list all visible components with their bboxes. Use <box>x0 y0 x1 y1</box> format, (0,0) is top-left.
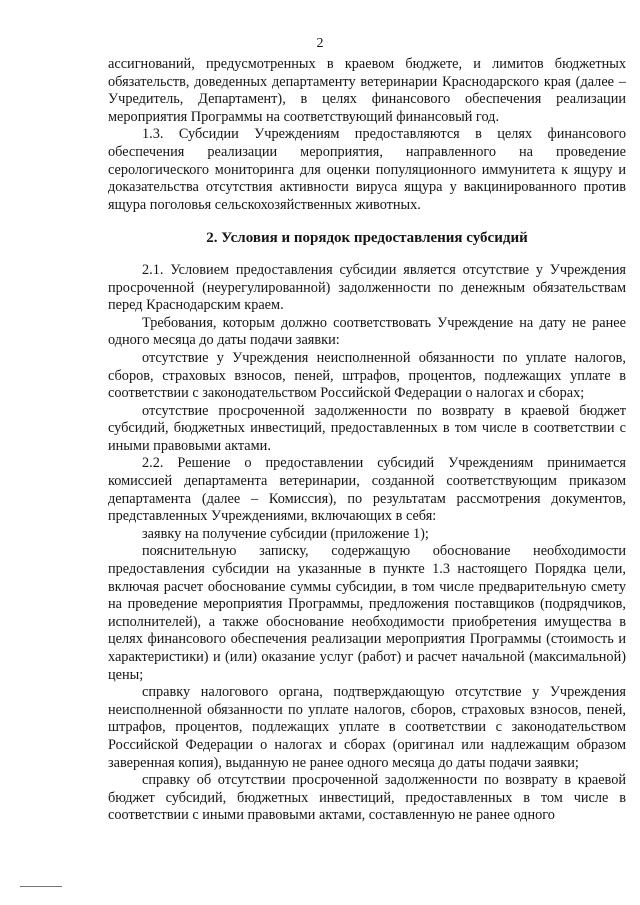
paragraph-debt-certificate: справку об отсутствии просроченной задолженности по возврату в краевой бюджет субсидий, бюджетных инвестиций, предоставленных в том числе в соответствии с иными правовыми актами, составленную не ранее одного <box>108 772 626 824</box>
paragraph-2-1: 2.1. Условием предоставления субсидии является отсутствие у Учреждения просроченной (неурегулированной) задолженности по денежным обязательствам перед Краснодарским краем. <box>108 261 626 314</box>
document-body <box>108 56 626 825</box>
paragraph-tax-certificate: справку налогового органа, подтверждающую отсутствие у Учреждения неисполненной обязанности по уплате налогов, сборов, страховых взносов, пеней, штрафов, процентов, подлежащих уплате в соответствии с законодательством Российской Федерации о налогах и сборах (оригинал или надлежащим образом заверенная копия), выданную не ранее одного месяца до даты подачи заявки; <box>108 684 626 771</box>
paragraph-explanatory-note: пояснительную записку, содержащую обоснование необходимости предоставления субсидии на указанные в пункте 1.3 настоящего Порядка цели, включая расчет обоснование суммы субсидии, в том числе предварительную смету на проведение мероприятия Программы, предложения поставщиков (подрядчиков, исполнителей), а также обоснование необходимости приобретения имущества в целях финансового обеспечения реализации мероприятия Программы (стоимость и характеристики) и (или) оказание услуг (работ) и расчет начальной (максимальной) цены; <box>108 543 626 683</box>
paragraph-continuation: ассигнований, предусмотренных в краевом бюджете, и лимитов бюджетных обязательств, доведенных департаменту ветеринарии Краснодарского края (далее – Учредитель, Департамент), в целях финансового обеспечения реализации мероприятия Программы на соответствующий финансовый год. <box>108 56 626 125</box>
page-number: 2 <box>316 36 324 51</box>
footer-rule <box>20 886 62 887</box>
paragraph-no-tax-debt: отсутствие у Учреждения неисполненной обязанности по уплате налогов, сборов, страховых взносов, пеней, штрафов, процентов, подлежащих уплате в соответствии с законодательством Российской Федерации о налогах и сборах; <box>108 349 626 402</box>
paragraph-2-2: 2.2. Решение о предоставлении субсидий Учреждениям принимается комиссией департамента ветеринарии, созданной соответствующим приказом департамента (далее – Комиссия), по результатам рассмотрения документов, представленных Учреждениями, включающих в себя: <box>108 455 626 525</box>
paragraph-requirements: Требования, которым должно соответствовать Учреждение на дату не ранее одного месяца до даты подачи заявки: <box>108 314 626 349</box>
paragraph-application: заявку на получение субсидии (приложение 1); <box>142 525 429 542</box>
section-heading: 2. Условия и порядок предоставления субсидий <box>206 230 528 247</box>
paragraph-1-3: 1.3. Субсидии Учреждениям предоставляются в целях финансового обеспечения реализации мероприятия, направленного на проведение серологического мониторинга для оценки популяционного иммунитета к ящуру и доказательства отсутствия активности вируса ящура у вакцинированного против ящура поголовья сельскохозяйственных животных. <box>108 126 626 213</box>
paragraph-no-overdue-debt: отсутствие просроченной задолженности по возврату в краевой бюджет субсидий, бюджетных инвестиций, предоставленных в том числе в соответствии с иными правовыми актами. <box>108 402 626 454</box>
